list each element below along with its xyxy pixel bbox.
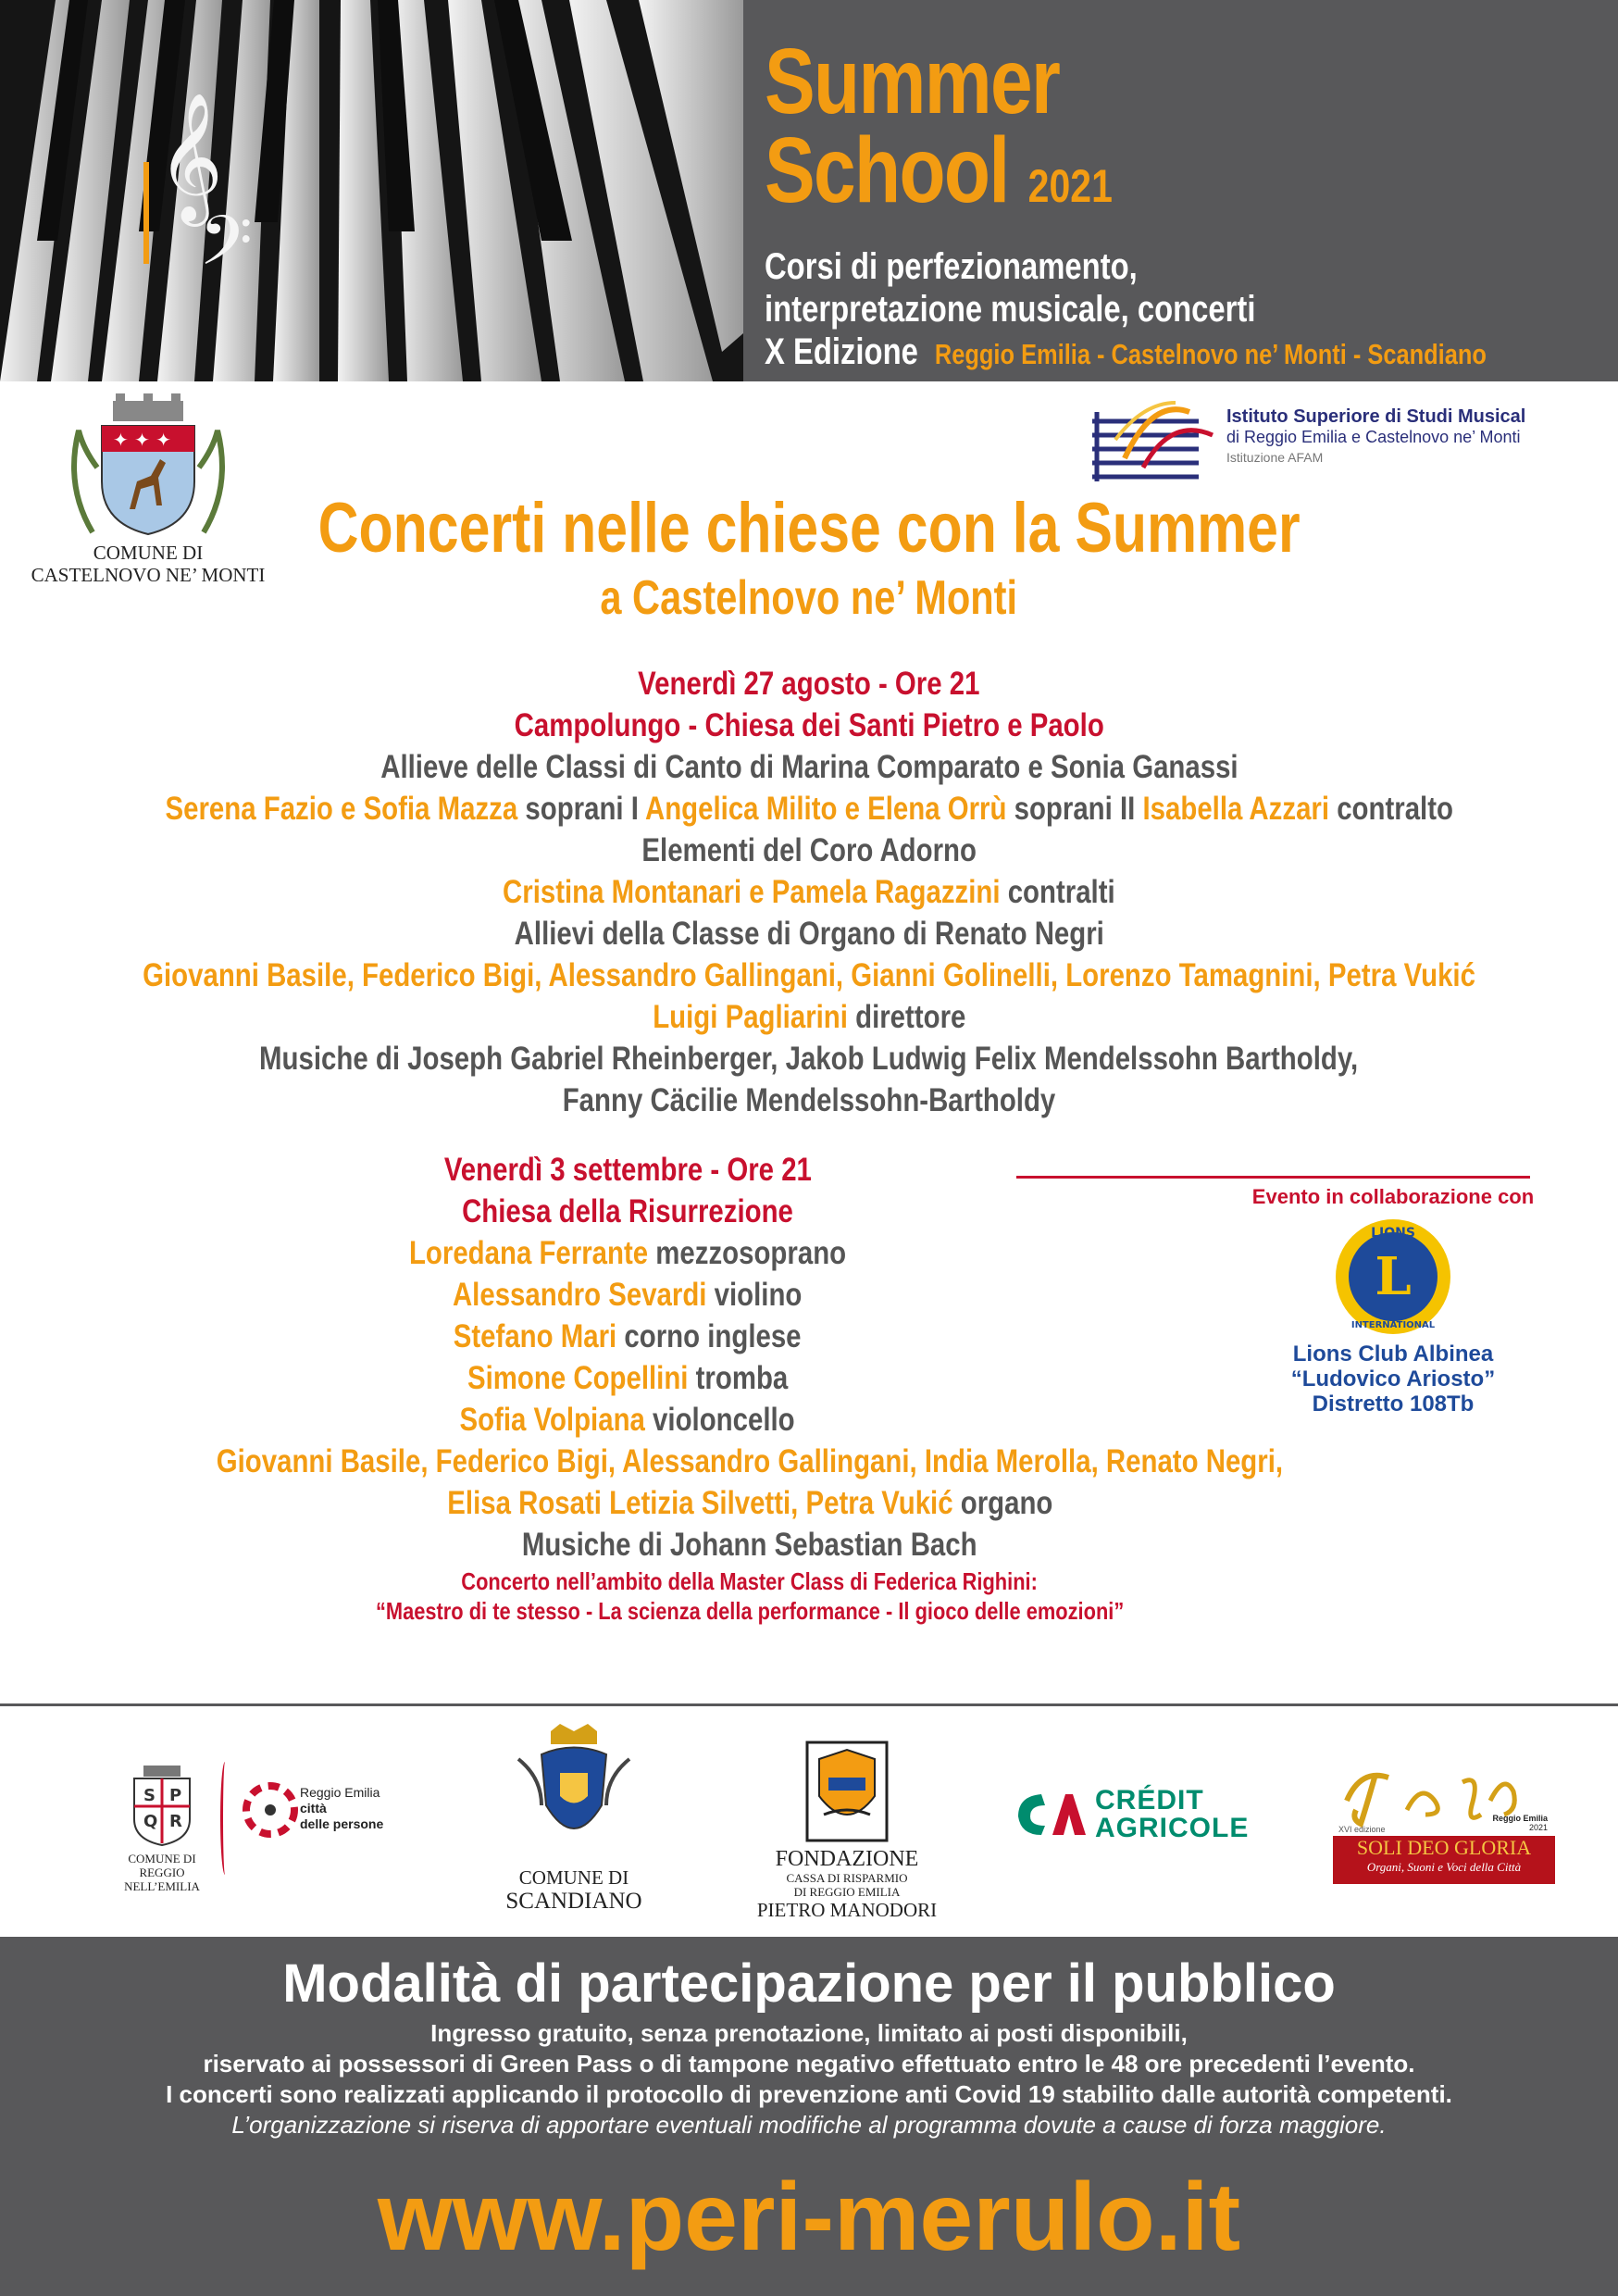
soli-deo-gloria-logo <box>1333 1764 1555 1893</box>
soli-year: 2021 <box>1528 1823 1548 1832</box>
svg-text:✦ ✦ ✦: ✦ ✦ ✦ <box>113 429 171 451</box>
main-subtitle: a Castelnovo ne’ Monti <box>600 571 1018 625</box>
school-title: School 2021 <box>765 119 1113 222</box>
fondazione-line1: FONDAZIONE <box>775 1847 919 1871</box>
concert2-performer: Sofia Volpiana violoncello <box>459 1402 796 1438</box>
reggio-line1: COMUNE DI <box>128 1852 196 1866</box>
scandiano-logo <box>500 1722 648 1914</box>
header-text <box>765 30 1598 376</box>
lions-line3: Distretto 108Tb <box>1312 1391 1475 1416</box>
svg-text:Q: Q <box>143 1812 158 1831</box>
institute-staff-icon <box>1088 393 1226 486</box>
concert2-performer: Alessandro Sevardi violino <box>453 1277 803 1313</box>
soli-place: Reggio Emilia <box>1492 1814 1548 1823</box>
fondazione-line3: DI REGGIO EMILIA <box>793 1885 901 1899</box>
footer-line2: riservato ai possessori di Green Pass o di tampone negativo effettuato entro le 48 ore precedenti l’evento. <box>203 2050 1415 2078</box>
svg-text:P: P <box>169 1786 182 1805</box>
flower-icon <box>243 1778 298 1842</box>
lions-line2: “Ludovico Ariosto” <box>1290 1366 1496 1391</box>
lions-block <box>1240 1185 1546 1416</box>
fondazione-line2: CASSA DI RISPARMIO <box>786 1871 908 1885</box>
soli-edition: XVI edizione <box>1338 1825 1386 1834</box>
concert2-date: Venerdì 3 settembre - Ore 21 <box>443 1152 812 1188</box>
summer-title: Summer <box>765 30 1060 133</box>
bass-clef-icon: 𝄢 <box>199 201 253 298</box>
concert1-place: Campolungo - Chiesa dei Santi Pietro e Paolo <box>514 707 1104 743</box>
reggio-emilia-logo <box>106 1764 218 1893</box>
svg-text:S: S <box>143 1786 156 1805</box>
concert2-place: Chiesa della Risurrezione <box>462 1193 793 1229</box>
institute-afam: Istituzione AFAM <box>1226 450 1324 465</box>
soli-title: SOLI DEO GLORIA <box>1356 1836 1532 1859</box>
concert1-director: Luigi Pagliarini direttore <box>652 999 966 1035</box>
reggio-coat-of-arms-icon <box>116 1764 208 1847</box>
scandiano-line1: COMUNE DI <box>518 1866 629 1889</box>
concert2-music: Musiche di Johann Sebastian Bach <box>522 1527 977 1563</box>
concert2-masterclass1: Concerto nell’ambito della Master Class di Federica Righini: <box>461 1567 1039 1595</box>
castelnovo-line2: CASTELNOVO NE’ MONTI <box>31 564 266 586</box>
concert1-line3: Elementi del Coro Adorno <box>641 832 977 868</box>
reggio-bracket <box>220 1762 236 1875</box>
concert2-performer: Simone Copellini tromba <box>467 1360 789 1396</box>
credit-line1: CRÉDIT <box>1095 1785 1204 1816</box>
subtitle-line1: Corsi di perfezionamento, <box>765 246 1138 287</box>
lions-collab: Evento in collaborazione con <box>1251 1185 1535 1208</box>
concert1-organists: Giovanni Basile, Federico Bigi, Alessandro Gallingani, Gianni Golinelli, Lorenzo Tamagnini, Petra Vukić <box>143 957 1475 993</box>
concert1-contralti: Cristina Montanari e Pamela Ragazzini contralti <box>503 874 1115 910</box>
scandiano-coat-of-arms-icon <box>504 1722 643 1861</box>
credit-agricole-logo <box>1014 1785 1291 1850</box>
concert2-organists2: Elisa Rosati Letizia Silvetti, Petra Vukić organo <box>446 1485 1053 1521</box>
concert2-organists1: Giovanni Basile, Federico Bigi, Alessandro Gallingani, India Merolla, Renato Negri, <box>216 1443 1284 1479</box>
reggio-city3: delle persone <box>300 1816 384 1831</box>
reggio-city2: città <box>300 1801 327 1816</box>
soli-sub: Organi, Suoni e Voci della Città <box>1366 1860 1522 1874</box>
concert1-music2: Fanny Cäcilie Mendelssohn-Bartholdy <box>562 1082 1056 1118</box>
institute-name: Istituto Superiore di Studi Musical <box>1226 406 1526 427</box>
scandiano-line2: SCANDIANO <box>505 1889 642 1914</box>
reggio-line2: REGGIO NELL’EMILIA <box>124 1866 200 1893</box>
concert2-performer: Stefano Mari corno inglese <box>454 1318 802 1354</box>
reggio-city: Reggio Emilia <box>300 1785 380 1800</box>
lions-emblem-bottom: INTERNATIONAL <box>1350 1320 1436 1330</box>
credit-agricole-icon <box>1014 1787 1088 1842</box>
reggio-citta-logo <box>243 1778 400 1852</box>
concert2-performer: Loredana Ferrante mezzosoprano <box>408 1235 847 1271</box>
concert1-singers: Serena Fazio e Sofia Mazza soprani I Angelica Milito e Elena Orrù soprani II Isabella Azzari contralto <box>165 791 1453 827</box>
footer-line4: L’organizzazione si riserva di apportare eventuali modifiche al programma dovute a cause di forza maggiore. <box>231 2111 1387 2139</box>
fondazione-emblem-icon <box>805 1741 889 1842</box>
main-title: Concerti nelle chiese con la Summer <box>317 489 1301 568</box>
footer-line1: Ingresso gratuito, senza prenotazione, limitato ai posti disponibili, <box>430 2019 1188 2047</box>
footer-title: Modalità di partecipazione per il pubblico <box>282 1953 1336 2014</box>
lions-line1: Lions Club Albinea <box>1292 1341 1494 1366</box>
concert1-line1: Allieve delle Classi di Canto di Marina Comparato e Sonia Ganassi <box>380 749 1238 785</box>
concert2-masterclass2: “Maestro di te stesso - La scienza della performance - Il gioco delle emozioni” <box>375 1597 1125 1625</box>
concert1-date: Venerdì 27 agosto - Ore 21 <box>638 666 980 702</box>
edition-line: X Edizione Reggio Emilia - Castelnovo ne’ Monti - Scandiano <box>765 331 1487 372</box>
fondazione-line4: PIETRO MANODORI <box>756 1899 938 1921</box>
locations: Reggio Emilia - Castelnovo ne’ Monti - Scandiano <box>934 338 1487 370</box>
lions-emblem-letter: L <box>1375 1246 1412 1307</box>
website-link[interactable]: www.peri-merulo.it <box>377 2164 1241 2271</box>
footer-line3: I concerti sono realizzati applicando il protocollo di prevenzione anti Covid 19 stabilito dalle autorità competenti. <box>166 2080 1452 2108</box>
concert1-line5: Allievi della Classe di Organo di Renato Negri <box>514 916 1104 952</box>
piano-keys-image <box>0 0 743 381</box>
institute-sub: di Reggio Emilia e Castelnovo ne’ Monti <box>1226 428 1521 446</box>
year: 2021 <box>1027 160 1113 212</box>
credit-line2: AGRICOLE <box>1095 1813 1250 1843</box>
piano-keys-graphic <box>0 0 743 381</box>
svg-text:R: R <box>169 1812 182 1831</box>
institute-logo <box>1088 393 1606 486</box>
treble-clef-icon: 𝄞 <box>157 93 223 221</box>
lions-emblem-top: LIONS <box>1371 1226 1415 1241</box>
sponsors-divider <box>0 1703 1618 1706</box>
concert1-music1: Musiche di Joseph Gabriel Rheinberger, Jakob Ludwig Felix Mendelssohn Bartholdy, <box>259 1041 1359 1077</box>
castelnovo-line1: COMUNE DI <box>93 542 204 564</box>
subtitle-line2: interpretazione musicale, concerti <box>765 289 1256 330</box>
fondazione-logo <box>736 1741 958 1921</box>
lions-emblem-icon <box>1333 1217 1453 1337</box>
